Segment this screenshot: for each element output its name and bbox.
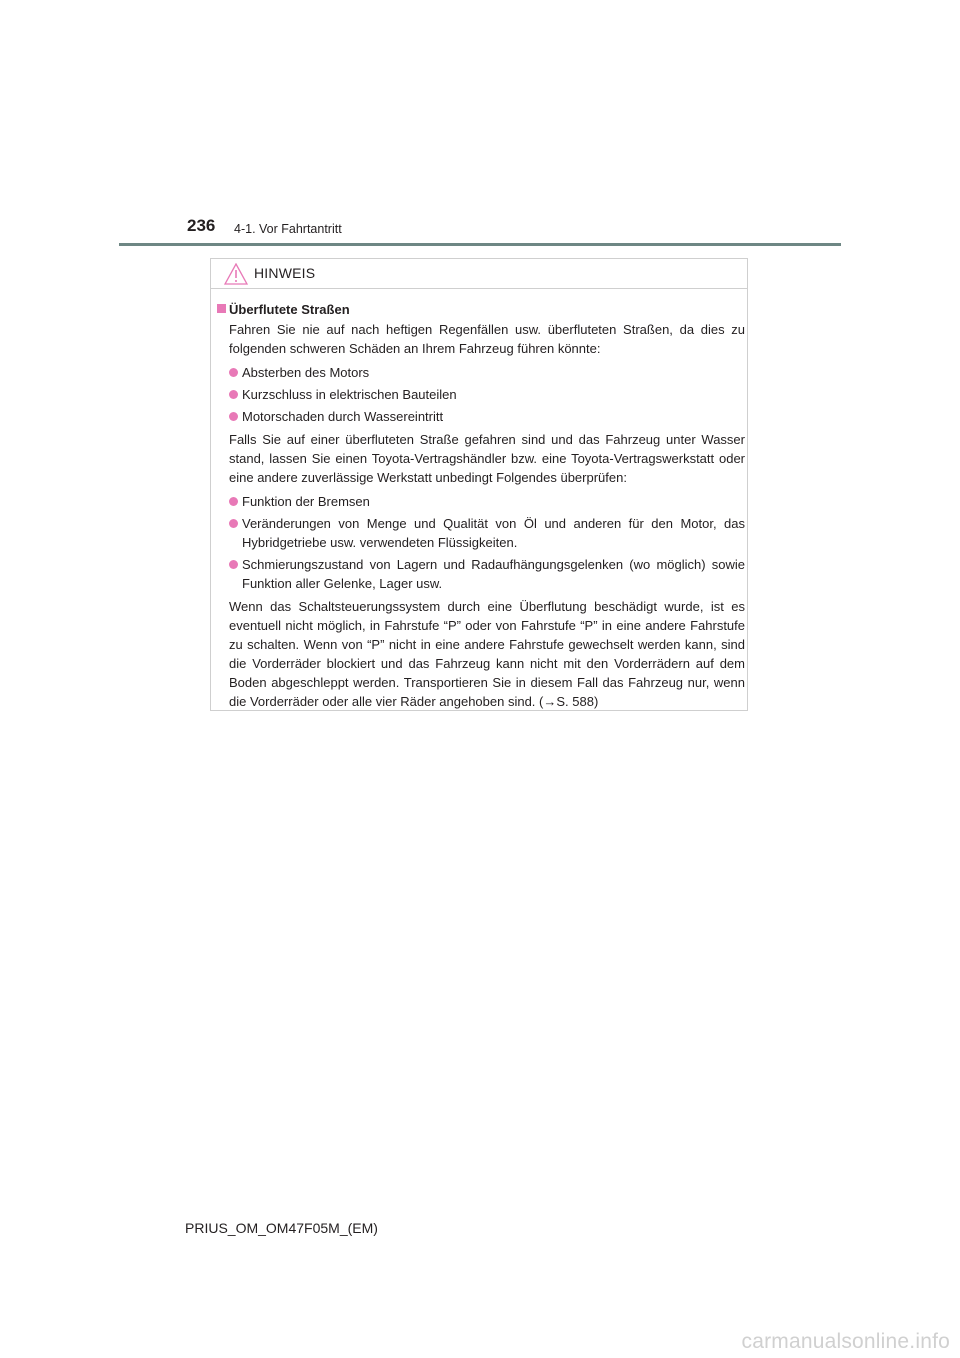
list-item: [217, 555, 745, 593]
document-code: PRIUS_OM_OM47F05M_(EM): [185, 1220, 378, 1236]
closing-paragraph: Wenn das Schaltsteuerungssystem durch eine Überflutung beschädigt wurde, ist es eventuell nicht möglich, in Fahrstufe “P” oder von Fahrstufe “P” in eine andere Fahrstufe zu schalten. Wenn von “P” nicht in eine andere Fahrstufe gewechselt werden kann, sind die Vorderräder blockiert und das Fahrzeug kann nicht mit den Vorderrädern auf dem Boden abgeschleppt werden. Transportieren Sie in diesem Fall das Fahrzeug nur, wenn die Vorderräder oder alle vier Räder angehoben sind. (→S. 588): [229, 599, 745, 709]
list-item-text: Schmierungszustand von Lagern und Radaufhängungsgelenken (wo möglich) sowie Funktion aller Gelenke, Lager usw.: [242, 557, 745, 591]
dot-bullet-icon: [229, 368, 238, 377]
notice-body: [217, 300, 745, 716]
header-rule: [119, 243, 841, 246]
dot-bullet-icon: [229, 390, 238, 399]
notice-title: HINWEIS: [254, 265, 316, 281]
dot-bullet-icon: [229, 412, 238, 421]
check-intro-paragraph: Falls Sie auf einer überfluteten Straße gefahren sind und das Fahrzeug unter Wasser stand, lassen Sie einen Toyota-Vertragshändler bzw. eine Toyota-Vertragswerkstatt oder eine andere zuverlässige Werkstatt unbedingt Folgendes überprüfen:: [229, 432, 745, 485]
section-title: 4-1. Vor Fahrtantritt: [234, 222, 342, 236]
list-item: [217, 363, 745, 382]
watermark[interactable]: carmanualsonline.info: [741, 1330, 950, 1353]
dot-bullet-icon: [229, 497, 238, 506]
damage-list: [217, 363, 745, 426]
subheading: [217, 300, 745, 319]
square-bullet-icon: [217, 304, 226, 313]
intro-paragraph: Fahren Sie nie auf nach heftigen Regenfällen usw. überfluteten Straßen, da dies zu folgenden schweren Schäden an Ihrem Fahrzeug führen könnte:: [229, 322, 745, 356]
list-item: [217, 385, 745, 404]
check-list: [217, 492, 745, 593]
dot-bullet-icon: [229, 560, 238, 569]
list-item: [217, 407, 745, 426]
notice-box: [210, 258, 748, 711]
list-item-text: Absterben des Motors: [242, 365, 370, 380]
notice-header: [211, 259, 747, 289]
subheading-text: Überflutete Straßen: [229, 302, 350, 317]
list-item-text: Motorschaden durch Wassereintritt: [242, 409, 444, 424]
list-item-text: Veränderungen von Menge und Qualität von Öl und anderen für den Motor, das Hybridgetriebe usw. verwendeten Flüssigkeiten.: [242, 516, 745, 550]
dot-bullet-icon: [229, 519, 238, 528]
warning-triangle-icon: [224, 263, 248, 285]
list-item-text: Kurzschluss in elektrischen Bauteilen: [242, 387, 457, 402]
list-item-text: Funktion der Bremsen: [242, 494, 370, 509]
list-item: [217, 492, 745, 511]
list-item: [217, 514, 745, 552]
page-number: 236: [187, 216, 216, 235]
